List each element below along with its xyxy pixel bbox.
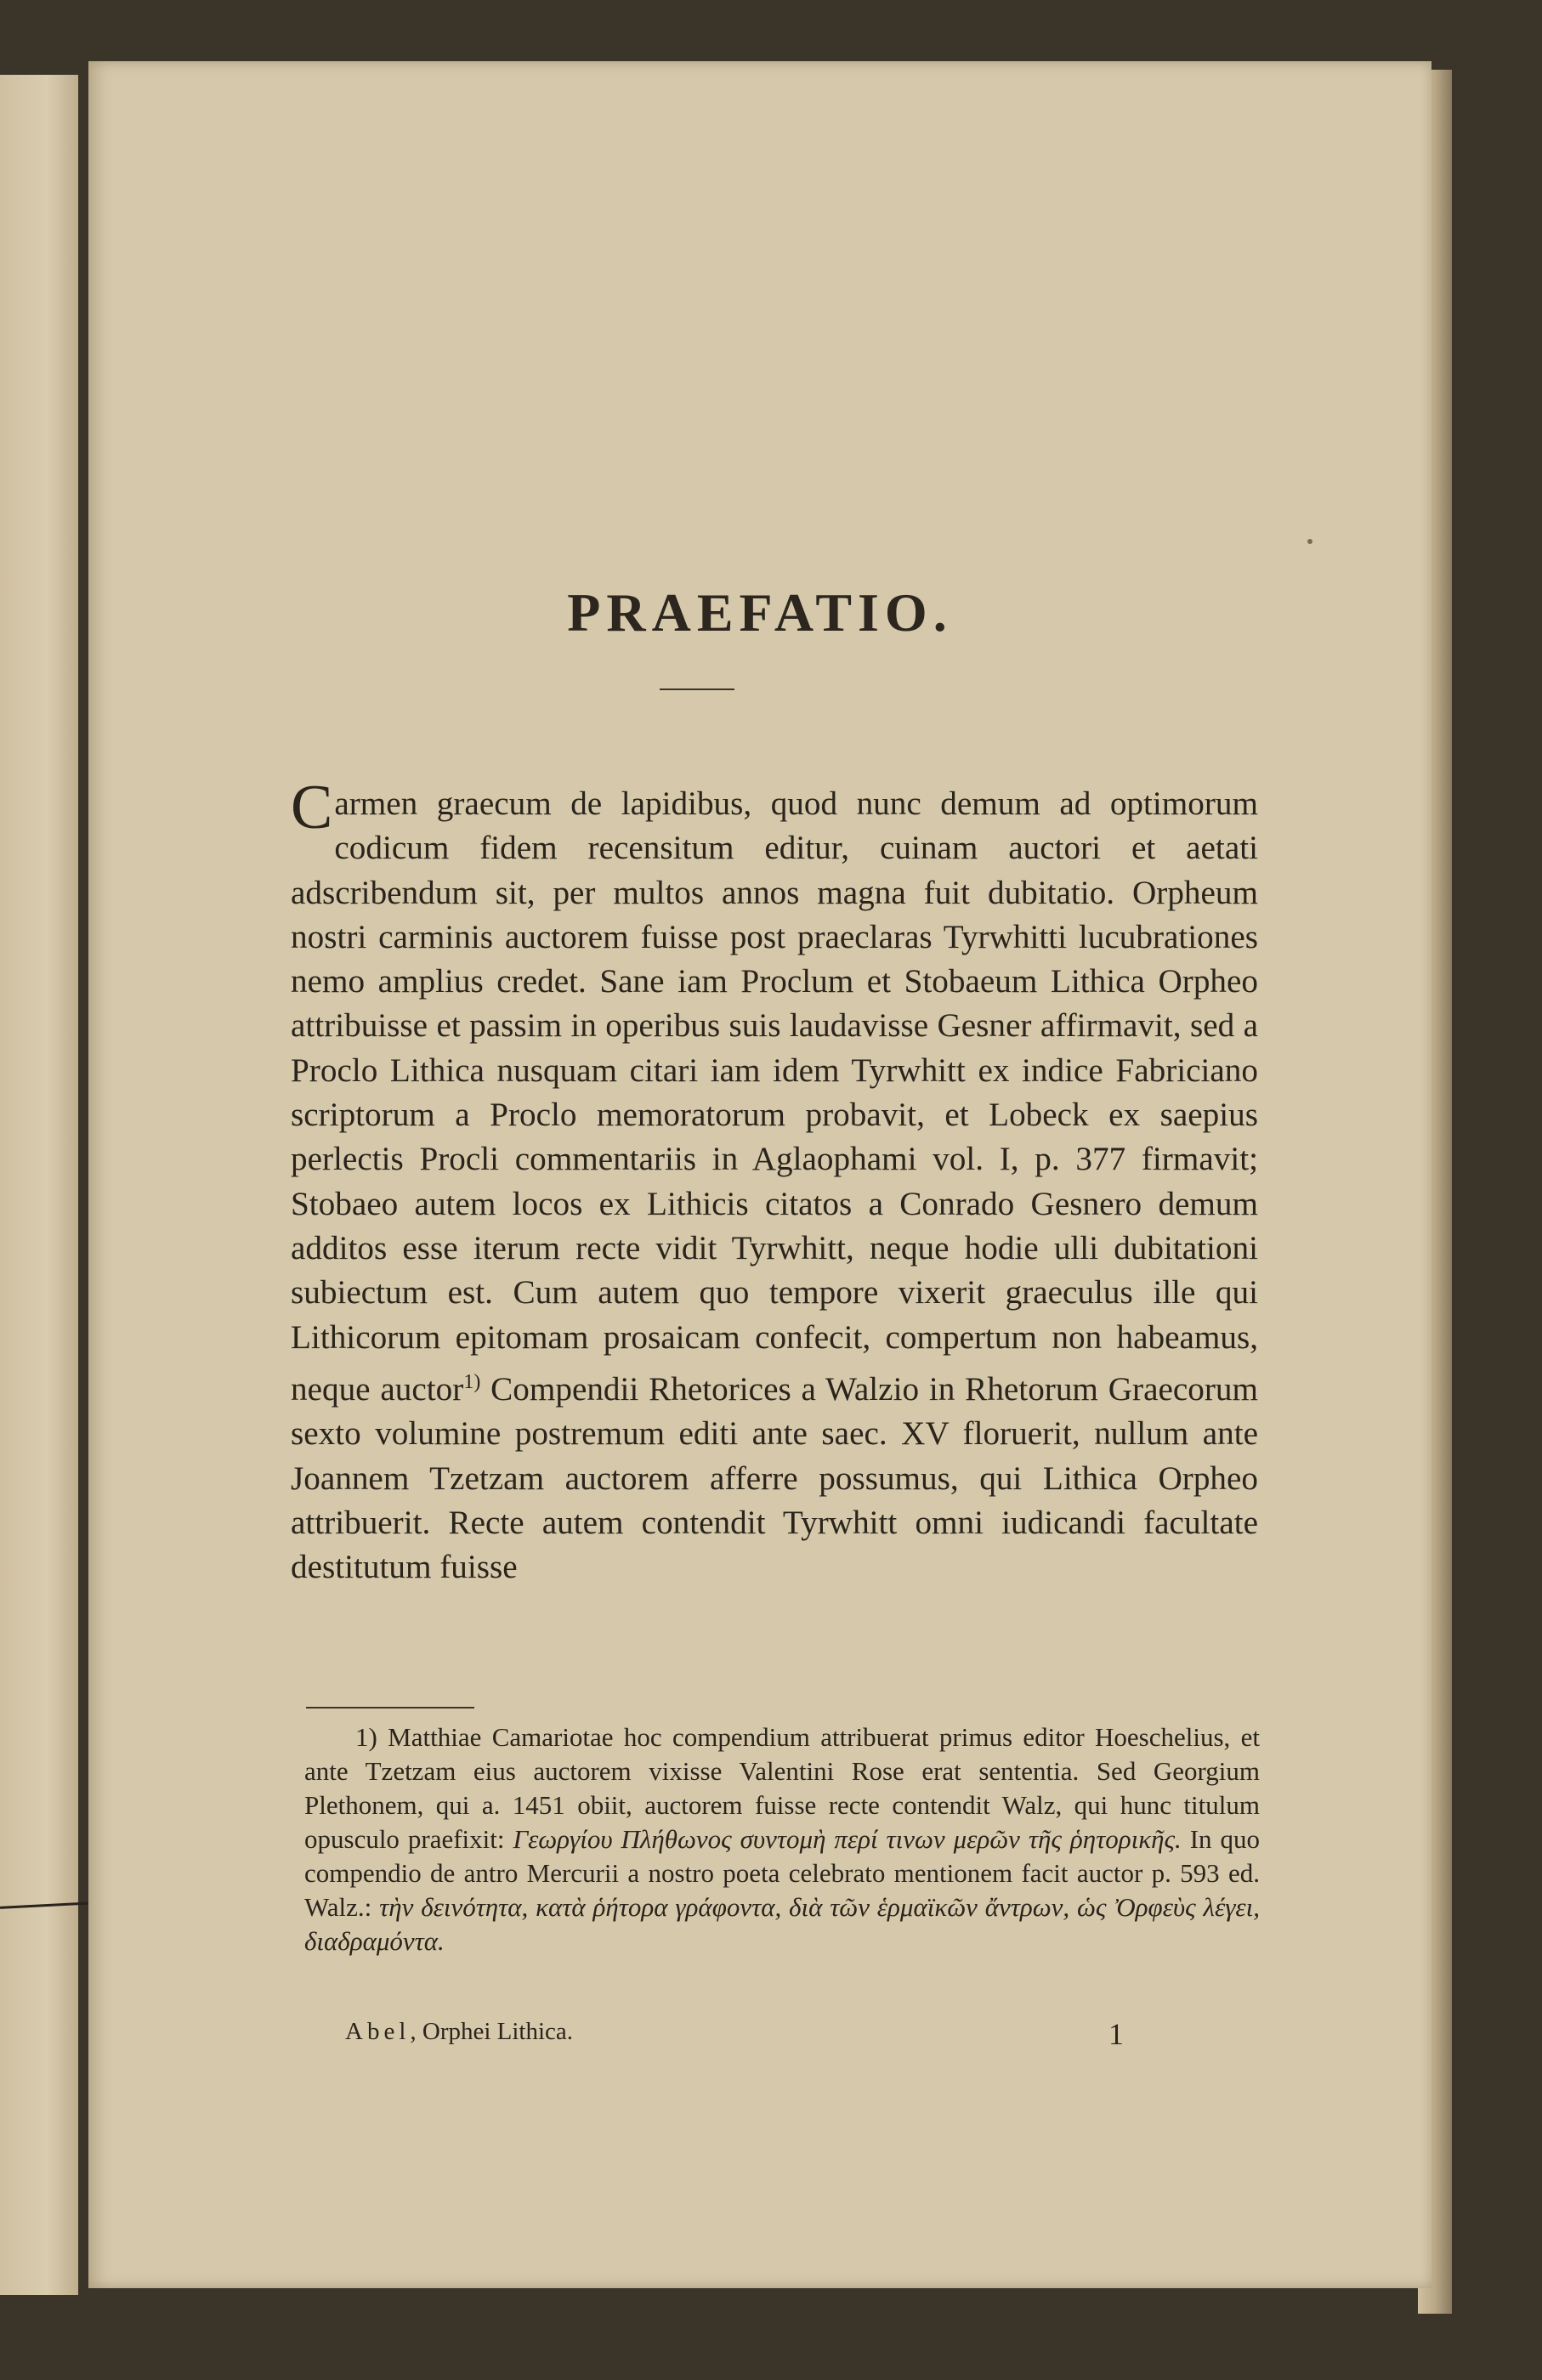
signature-work: , Orphei Lithica. [410,2018,574,2045]
body-text-part-1: armen graecum de lapidibus, quod nunc demum ad optimorum codicum fidem recensitum editur, cuinam auctori et aetati adscribendum sit, per multos annos magna fuit dubitatio. Orpheum nostri carminis auctorem fuisse post praeclaras Tyrwhitti lucubrationes nemo amplius credet. Sane iam Proclum et Stobaeum Lithica Orpheo attribuisse et passim in operibus suis laudavisse Gesner affirmavit, sed a Proclo Lithica nusquam citari iam idem Tyrwhitt ex indice Fabriciano scriptorum a Proclo memoratorum probavit, et Lobeck ex saepius perlectis Procli commentariis in Aglaophami vol. I, p. 377 firmavit; Stobaeo autem locos ex Lithicis citatos a Conrado Gesnero demum additos esse iterum recte vidit Tyrwhitt, neque hodie ulli dubitationi subiectum est. Cum autem quo tempore vixerit graeculus ille qui Lithicorum epitomam prosaicam confecit, compertum non habeamus, neque auctor [291,785,1258,1408]
book-page [88,61,1431,2288]
left-page-edge [0,75,78,2295]
footnote-text-a: Matthiae Camariotae hoc compendium attribuerat primus editor Hoeschelius, et ante Tzetzam eius auctorem vixisse Valentini Rose erat sententia. Sed Georgium Plethonem, qui a. 1451 obiit, auctorem fuisse recte contendit Walz, qui hunc titulum opusculo praefixit: [304,1722,1261,1854]
page-title: PRAEFATIO. [567,582,953,643]
signature-line [345,2018,573,2046]
body-paragraph [291,773,1258,1590]
footnote-greek-title: Γεωργίου Πλήθωνος συντομὴ περί τινων μερῶν τῆς ῥητορικῆς. [513,1824,1182,1854]
signature-author: Abel [345,2018,411,2045]
paper-speck [1307,539,1312,544]
footnote-text-b: In quo compendio de antro Mercurii a nostro poeta celebrato mentionem facit auctor p. 593 ed. Walz.: [304,1824,1260,1922]
footnote-greek-quote: τὴν δεινότητα, κατὰ ῥήτορα γράφοντα, διὰ τῶν ἑρμαϊκῶν ἄντρων, ὡς Ὀρφεὺς λέγει, διαδραμόντα. [304,1892,1260,1956]
title-rule [660,688,734,690]
body-text-part-2: Compendii Rhetorices a Walzio in Rhetorum Graecorum sexto volumine postremum editi ante saec. XV floruerit, nullum ante Joannem Tzetzam auctorem afferre possumus, qui Lithica Orpheo attribuerit. Recte autem contendit Tyrwhitt omni iudicandi facultate destitutum fuisse [291,1370,1258,1586]
signature-number: 1 [1108,2017,1124,2051]
footnote-marker: 1) [355,1722,377,1752]
footnote-rule [306,1707,474,1708]
dropcap: C [291,773,333,842]
footnote-reference[interactable]: 1) [463,1370,481,1393]
footnote [304,1720,1260,1958]
